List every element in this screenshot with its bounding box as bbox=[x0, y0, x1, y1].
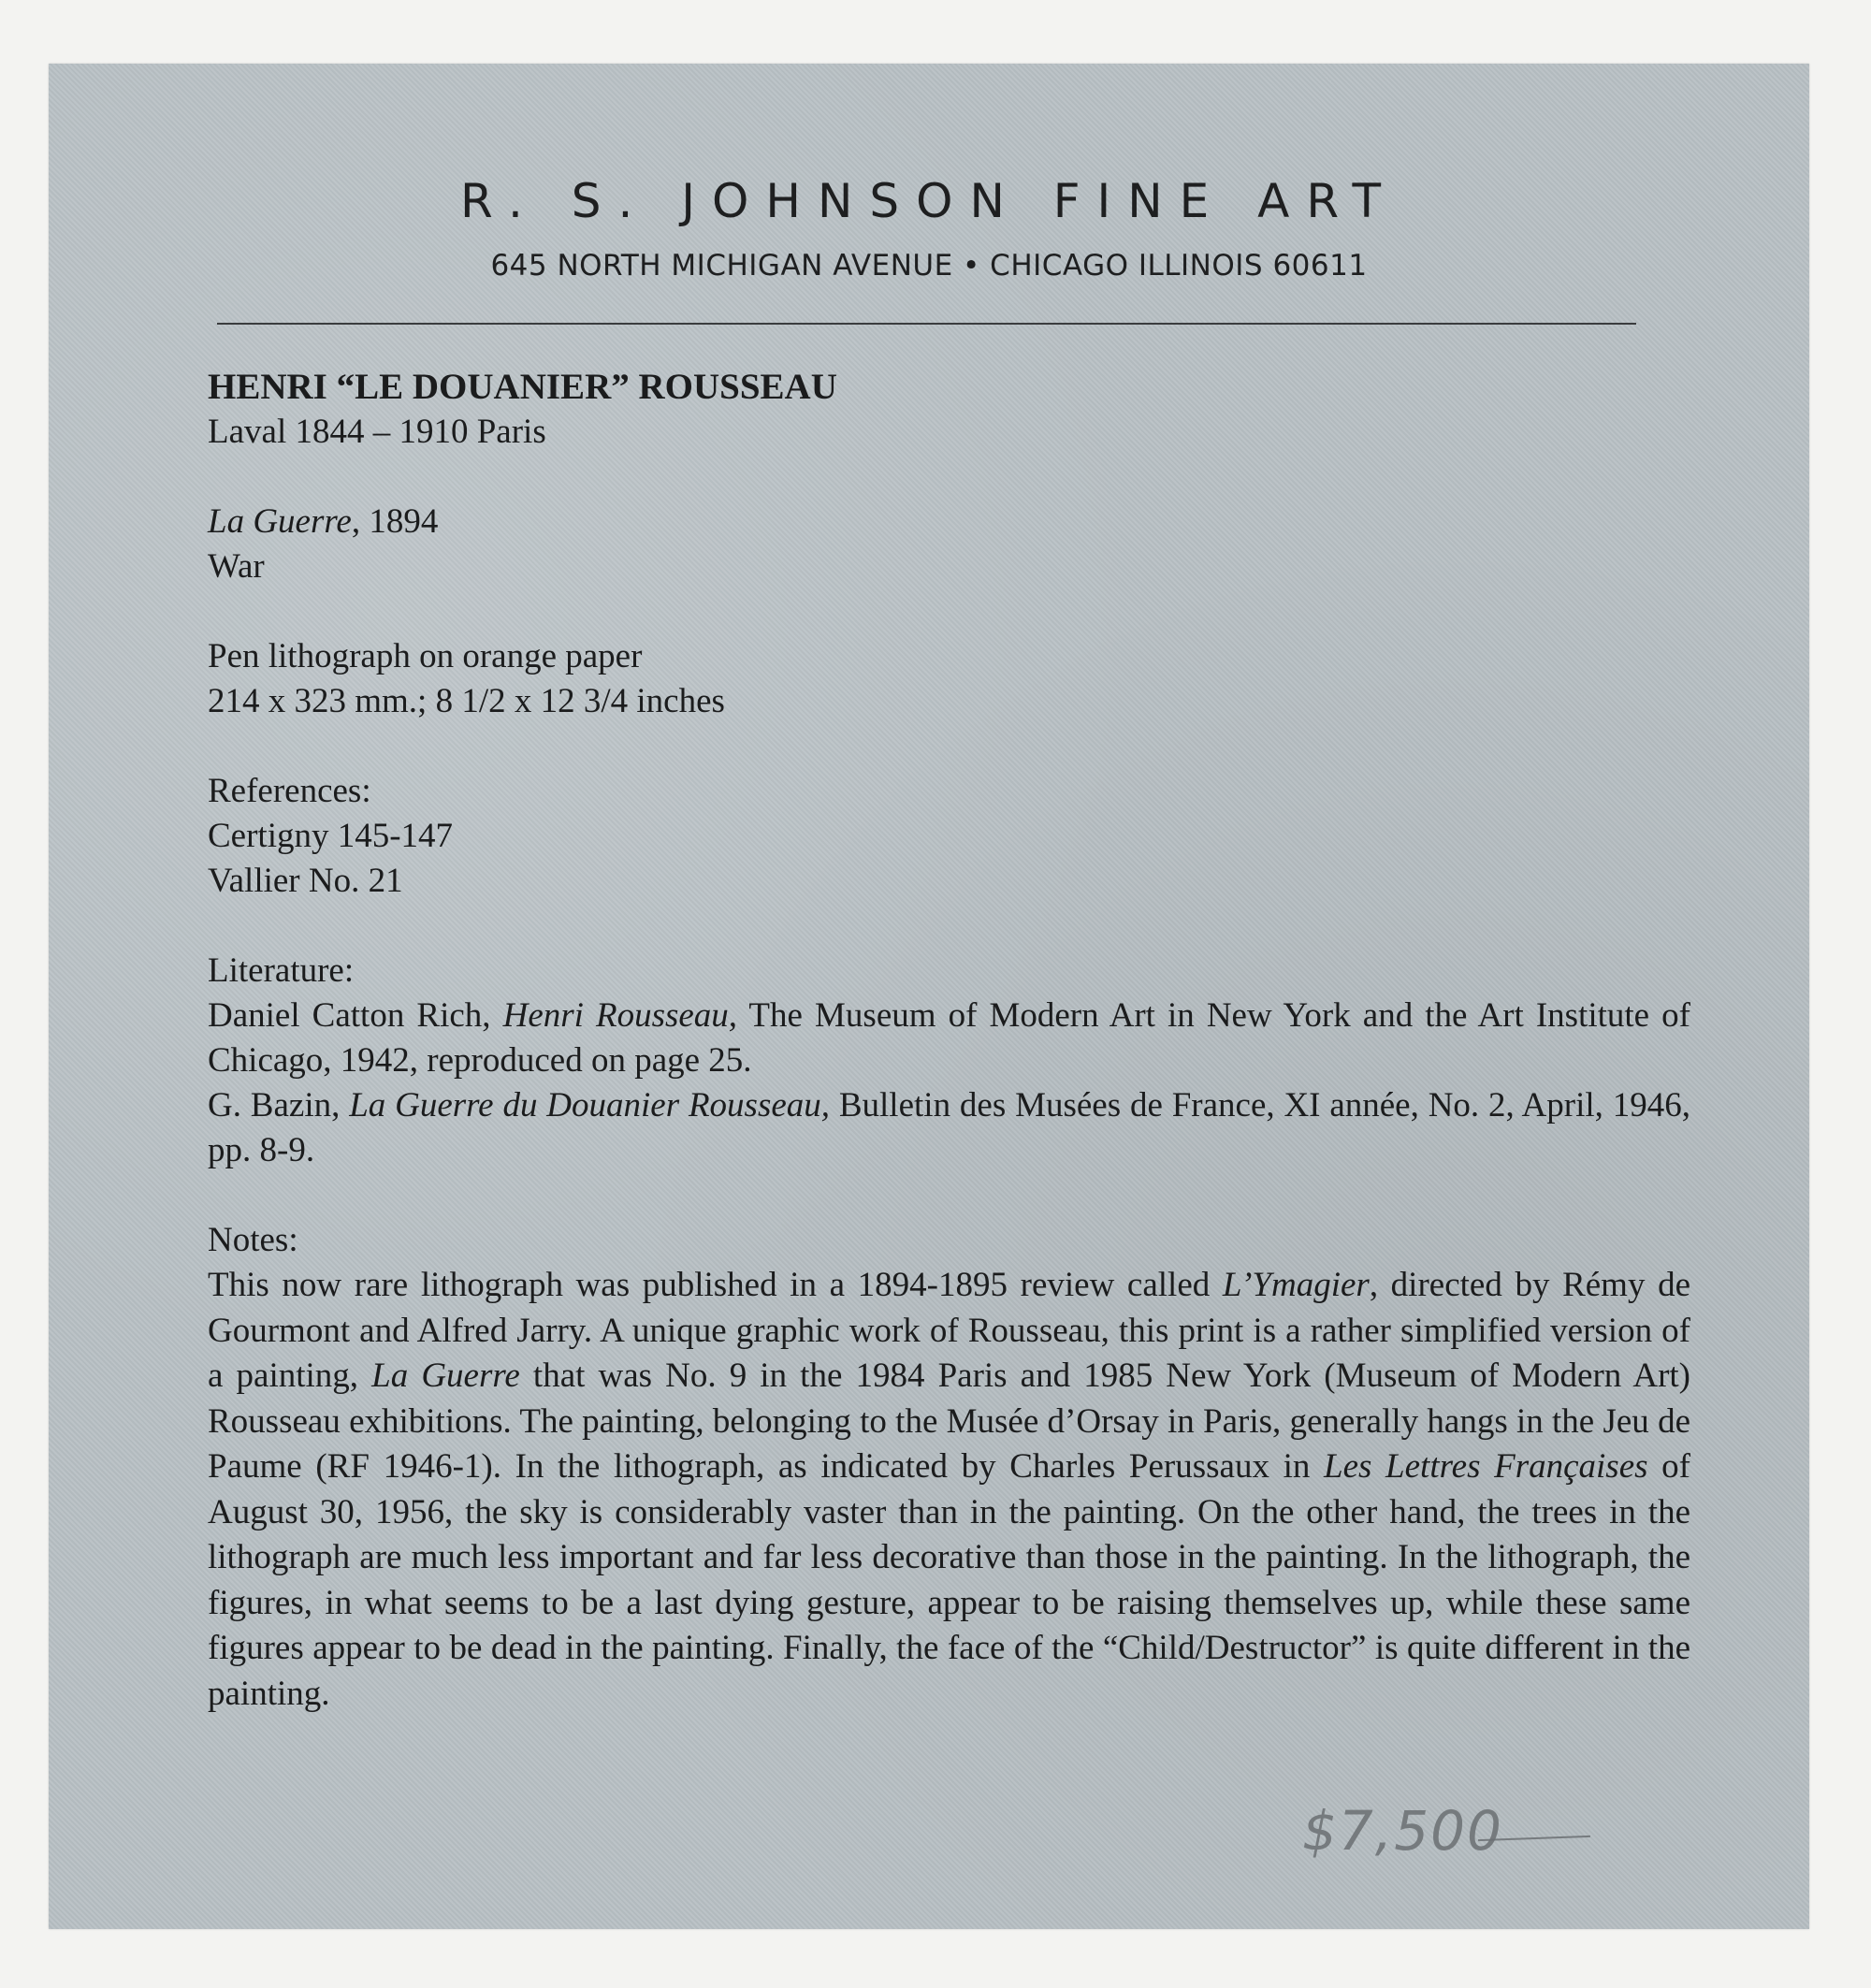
literature-entry-text: G. Bazin, bbox=[208, 1086, 350, 1125]
notes-paragraph bbox=[208, 1263, 1690, 1717]
literature-entry-2 bbox=[208, 1083, 1690, 1173]
medium-dimensions: 214 x 323 mm.; 8 1/2 x 12 3/4 inches bbox=[208, 682, 725, 720]
literature-entry-text: Bulletin des Musées de France, XI année, No. 2, April, 1946, pp. 8-9. bbox=[208, 1086, 1690, 1169]
artist-name: HENRI “LE DOUANIER” ROUSSEAU bbox=[208, 367, 837, 407]
work-title-line bbox=[208, 500, 1690, 544]
notes-italic: L’Ymagier bbox=[1222, 1266, 1370, 1304]
literature-entry-text: The Museum of Modern Art in New York and the Art Institute of Chicago, 1942, reproduced on page 25. bbox=[208, 996, 1690, 1080]
notes-text: , directed by Rémy de Gourmont and Alfred Jarry. A unique graphic work of Rousseau, this print is a rather simplified version of a painting, bbox=[208, 1266, 1691, 1395]
work-title: La Guerre bbox=[208, 502, 352, 541]
literature-entry-text: Daniel Catton Rich, bbox=[208, 996, 503, 1035]
document-sheet bbox=[49, 64, 1809, 1929]
letterhead-divider bbox=[217, 323, 1636, 325]
notes-heading: Notes: bbox=[208, 1221, 298, 1259]
notes-italic: La Guerre bbox=[371, 1357, 520, 1395]
references-heading: References: bbox=[208, 772, 371, 810]
letterhead-address: 645 NORTH MICHIGAN AVENUE • CHICAGO ILLINOIS 60611 bbox=[490, 249, 1368, 283]
literature-entry-1 bbox=[208, 994, 1690, 1083]
reference-item: Certigny 145-147 bbox=[208, 817, 454, 855]
work-translation: War bbox=[208, 547, 265, 586]
literature-entry-title: Henri Rousseau, bbox=[502, 996, 738, 1035]
letterhead-firm-name: R. S. JOHNSON FINE ART bbox=[459, 174, 1398, 228]
notes-text: of August 30, 1956, the sky is considerably vaster than in the painting. On the other hand, the trees in the lithograph are much less important and far less decorative than those in the painting. In the lithograph, the figures, in what seems to be a last dying gesture, appear to be raising themselves up, while these same figures appear to be dead in the painting. Finally, the face of the “Child/Destructor” is quite different in the painting. bbox=[208, 1447, 1690, 1713]
literature-heading: Literature: bbox=[208, 951, 355, 990]
document-body bbox=[208, 365, 1690, 1717]
work-date: , 1894 bbox=[351, 502, 439, 541]
notes-text: This now rare lithograph was published in a 1894-1895 review called bbox=[208, 1266, 1223, 1304]
notes-italic: Les Lettres Françaises bbox=[1324, 1447, 1648, 1486]
artist-life-dates: Laval 1844 – 1910 Paris bbox=[208, 413, 546, 451]
handwritten-price: $7,500 bbox=[1302, 1799, 1503, 1863]
reference-item: Vallier No. 21 bbox=[208, 862, 403, 900]
literature-entry-title: La Guerre du Douanier Rousseau, bbox=[349, 1086, 831, 1125]
medium-technique: Pen lithograph on orange paper bbox=[208, 637, 643, 675]
notes-text: that was No. 9 in the 1984 Paris and 1985 New York (Museum of Modern Art) Rousseau exhibitions. The painting, belonging to the Musée d’Orsay in Paris, generally hangs in the Jeu de Paume (RF 1946-1). In the lithograph, as indicated by Charles Perussaux in bbox=[208, 1357, 1690, 1486]
